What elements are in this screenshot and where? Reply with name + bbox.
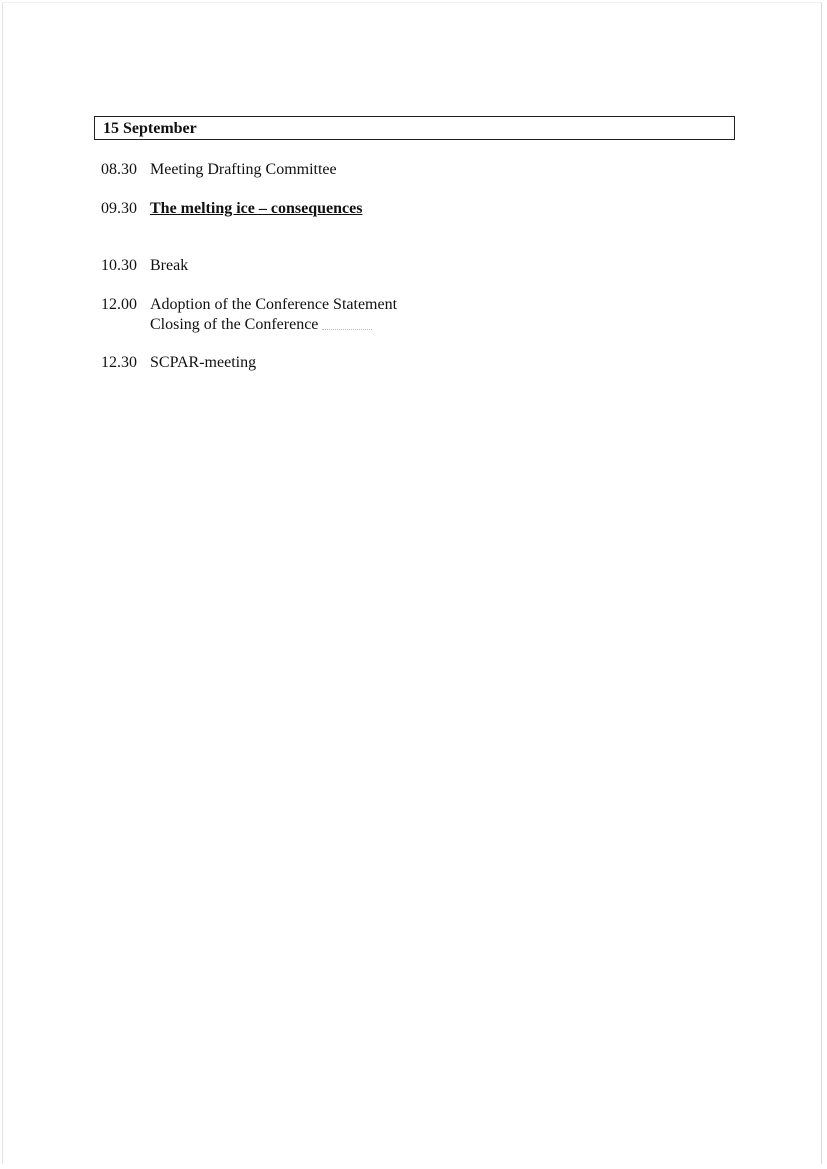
date-heading: 15 September	[103, 120, 197, 137]
item-description-line: The melting ice – consequences	[150, 200, 363, 217]
item-time: 12.30	[101, 354, 137, 371]
item-description	[150, 199, 362, 219]
item-description-line: Closing of the Conference	[150, 316, 319, 333]
item-description-line: Adoption of the Conference Statement	[150, 296, 398, 313]
item-description-line: SCPAR-meeting	[150, 354, 257, 371]
item-time: 08.30	[101, 161, 137, 178]
item-description	[150, 256, 188, 276]
item-time: 12.00	[101, 296, 137, 313]
schedule-item	[101, 199, 362, 219]
schedule-item	[101, 353, 256, 373]
item-description	[150, 353, 256, 373]
date-header-box	[94, 116, 735, 140]
schedule-item	[101, 256, 188, 276]
schedule-item	[101, 160, 337, 180]
item-time: 10.30	[101, 257, 137, 274]
item-description	[150, 160, 337, 180]
item-time: 09.30	[101, 200, 137, 217]
item-description-line: Break	[150, 257, 189, 274]
dotted-trail	[322, 329, 372, 330]
item-description-line: Meeting Drafting Committee	[150, 161, 337, 178]
